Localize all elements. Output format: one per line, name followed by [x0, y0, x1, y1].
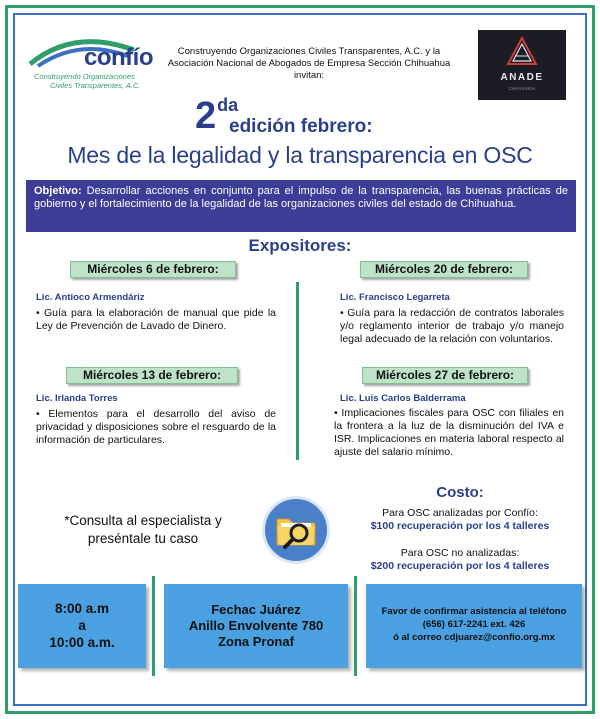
session-speaker-4: Lic. Luis Carlos Balderrama [340, 393, 466, 404]
location-box [164, 584, 348, 668]
time-sep: a [78, 618, 86, 633]
anade-subtitle: CHIHUAHUA [508, 86, 536, 91]
objective-label: Objetivo: [34, 185, 82, 197]
cost-price-2: $200 recuperación por los 4 talleres [370, 560, 550, 572]
consult-text: *Consulta al especialista y preséntale tu caso [64, 513, 222, 546]
session-speaker-3: Lic. Irlanda Torres [36, 393, 118, 404]
confio-tagline-1: Construyendo Organizaciones [34, 72, 135, 81]
box-divider-1 [152, 576, 155, 676]
cost-line-1: Para OSC analizadas por Confío: [382, 507, 538, 519]
anade-wordmark: ANADE [500, 72, 544, 83]
edition-heading [195, 95, 373, 142]
objective-panel [26, 180, 576, 232]
time-end: 10:00 a.m. [49, 635, 115, 650]
expositores-heading: Expositores: [248, 236, 352, 255]
session-desc-3: • Elementos para el desarrollo del aviso de privacidad y disposiciones sobre el resguardo de la información de particulares. [36, 408, 276, 446]
session-date-4: Miércoles 27 de febrero: [362, 367, 528, 384]
edition-number: 2 [195, 95, 217, 137]
cost-price-1: $100 recuperación por los 4 talleres [370, 520, 550, 532]
cost-line-2: Para OSC no analizadas: [400, 547, 520, 559]
session-divider [296, 282, 299, 460]
contact-phone: (656) 617-2241 ext. 426 [422, 619, 526, 630]
invite-line-1: Construyendo Organizaciones Civiles Transparentes, A.C. y la [177, 46, 441, 57]
location-line-2: Anillo Envolvente 780 [188, 618, 324, 633]
invitation-text [160, 46, 458, 82]
box-divider-2 [354, 576, 357, 676]
edition-ordinal: da [217, 95, 239, 115]
session-speaker-1: Lic. Antioco Armendáriz [36, 292, 145, 303]
session-desc-1: • Guía para la elaboración de manual que pide la Ley de Prevención de Lavado de Dinero. [36, 307, 276, 332]
edition-text: edición febrero: [229, 116, 373, 137]
page-title: Mes de la legalidad y la transparencia en OSC [67, 142, 533, 168]
location-line-3: Zona Pronaf [218, 634, 294, 649]
anade-logo [478, 30, 566, 100]
confio-tagline-2: Civiles Transparentes, A.C. [50, 81, 141, 90]
invite-line-3: invitan: [293, 70, 325, 81]
time-start: 8:00 a.m [54, 601, 110, 616]
session-date-2: Miércoles 20 de febrero: [360, 261, 528, 278]
location-line-1: Fechac Juárez [211, 602, 301, 617]
contact-box [366, 584, 582, 668]
time-box [18, 584, 146, 668]
contact-email: ó al correo cdjuarez@confio.org.mx [393, 632, 555, 643]
session-date-3: Miércoles 13 de febrero: [66, 367, 238, 384]
contact-line-1: Favor de confirmar asistencia al teléfono [381, 606, 567, 617]
session-desc-4: • Implicaciones fiscales para OSC con filiales en la frontera a la luz de la disminución del IVA e ISR. Implicaciones en materia laboral respecto al ajuste del salario mínimo. [334, 407, 564, 458]
folder-search-icon [262, 496, 330, 564]
session-date-1: Miércoles 6 de febrero: [70, 261, 236, 278]
confio-wordmark: confío [84, 44, 153, 71]
cost-heading: Costo: [436, 484, 484, 501]
invite-line-2: Asociación Nacional de Abogados de Empresa Sección Chihuahua [167, 58, 451, 69]
session-speaker-2: Lic. Francisco Legarreta [340, 292, 450, 303]
objective-text: Desarrollar acciones en conjunto para el impulso de la transparencia, las buenas prácticas de gobierno y el fortalecimiento de la legalidad de las organizaciones civiles del estado de Chihuahua. [34, 185, 568, 210]
confio-logo [24, 30, 154, 100]
session-desc-2: • Guía para la redacción de contratos laborales y/o reglamento interior de trabajo y/o manejo legal adecuado de la relación con voluntarios. [340, 307, 564, 345]
